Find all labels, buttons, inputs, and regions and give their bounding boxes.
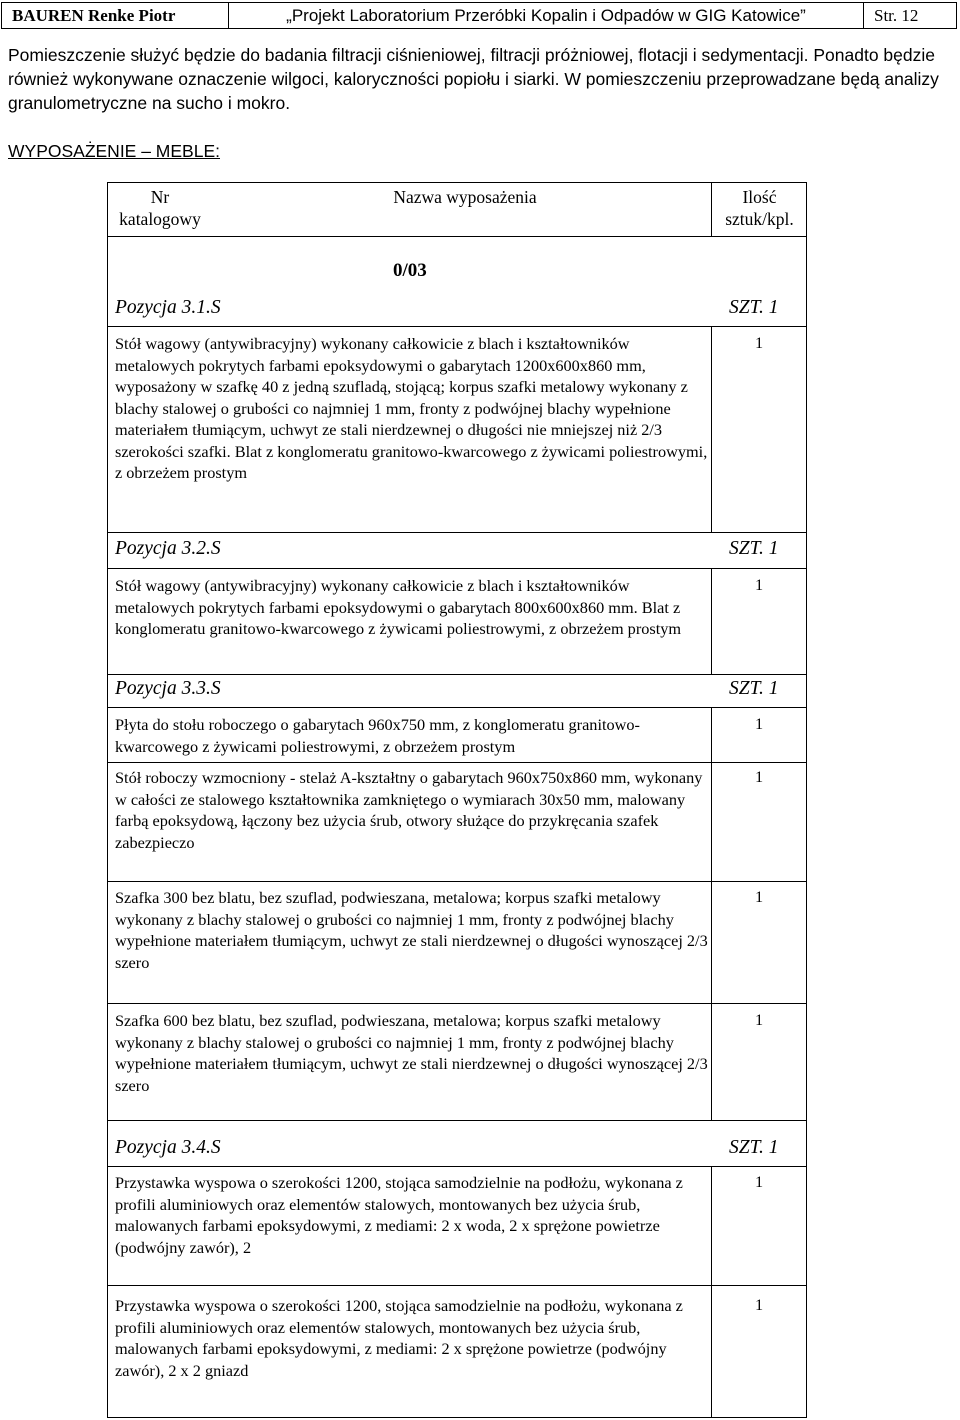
item-description: Płyta do stołu roboczego o gabarytach 960x750 mm, z konglomeratu granitowo-kwarcowego z żywicami poliestrowymi, z obrzeżem prostym <box>115 715 640 756</box>
col-header-qty <box>712 186 807 230</box>
qty-divider <box>711 568 712 674</box>
position-title: Pozycja 3.3.S <box>115 678 221 699</box>
item-description: Szafka 300 bez blatu, bez szuflad, podwieszana, metalowa; korpus szafki metalowy wykonany z blachy stalowej o grubości co najmniej 1 mm, fronty z podwójnej blachy wypełnione materiałem tłumiącym, uchwyt ze stali nierdzewnej o długości wynoszącej 2/3 szero <box>115 888 708 972</box>
row-rule <box>107 1120 807 1121</box>
table-header-rule-qty <box>711 236 807 237</box>
header-author: BAUREN Renke Piotr <box>2 3 229 29</box>
row-rule <box>107 674 807 675</box>
room-code: 0/03 <box>393 260 427 281</box>
position-rule <box>107 707 807 708</box>
position-title: Pozycja 3.1.S <box>115 297 221 318</box>
qty-divider <box>711 1166 712 1418</box>
item-quantity: 1 <box>755 1010 764 1029</box>
position-szt: SZT. 1 <box>729 297 779 318</box>
position-rule <box>107 568 807 569</box>
position-rule <box>107 326 807 327</box>
item-description: Stół wagowy (antywibracyjny) wykonany całkowicie z blach i kształtowników metalowych pokrytych farbami epoksydowymi o gabarytach 800x600x860 mm. Blat z konglomeratu granitowo-kwarcowego z żywicami poliestrowymi, z obrzeżem prostym <box>115 576 682 638</box>
table-header-rule <box>107 236 711 237</box>
row-rule <box>107 532 807 533</box>
section-title: WYPOSAŻENIE – MEBLE: <box>8 141 220 161</box>
col-header-name: Nazwa wyposażenia <box>393 187 537 207</box>
item-quantity: 1 <box>755 333 764 352</box>
item-quantity: 1 <box>755 575 764 594</box>
col-header-qty-line1: Ilość <box>742 187 777 207</box>
header-page-number: Str. 12 <box>864 3 957 29</box>
position-szt: SZT. 1 <box>729 538 779 559</box>
intro-paragraph: Pomieszczenie służyć będzie do badania filtracji ciśnieniowej, filtracji próżniowej, flotacji i sedymentacji. Ponadto będzie również wykonywane oznaczenie wilgoci, kaloryczności popiołu i siarki. W pomieszczeniu przeprowadzane będą analizy granulometryczne na sucho i mokro. <box>8 45 939 113</box>
qty-divider <box>711 326 712 532</box>
row-rule <box>107 762 807 763</box>
item-description: Przystawka wyspowa o szerokości 1200, stojąca samodzielnie na podłożu, wykonana z profili aluminiowych oraz elementów stalowych, montowanych bez użycia śrub, malowanych farbami epoksydowymi, z mediami: 2 x woda, 2 x sprężone powietrze (podwójny zawór), 2 <box>115 1173 683 1257</box>
item-quantity: 1 <box>755 887 764 906</box>
header-project: „Projekt Laboratorium Przeróbki Kopalin i Odpadów w GIG Katowice” <box>229 3 864 29</box>
position-rule <box>107 1166 807 1167</box>
item-quantity: 1 <box>755 1295 764 1314</box>
row-rule <box>107 1285 807 1286</box>
col-header-qty-line2: sztuk/kpl. <box>725 209 794 229</box>
item-description: Stół wagowy (antywibracyjny) wykonany całkowicie z blach i kształtowników metalowych pokrytych farbami epoksydowymi o gabarytach 1200x600x860 mm, wyposażony w szafkę 40 z jedną szufladą, stojącą; korpus szafki metalowy wykonany z blachy stalowej o grubości co najmniej 1 mm, fronty z podwójnej blachy wypełnione materiałem tłumiącym, uchwyt ze stali nierdzewnej o długości nie mniejszej niż 2/3 szerokości szafki. Blat z konglomeratu granitowo-kwarcowego z żywicami poliestrowymi, z obrzeżem prostym <box>115 334 708 482</box>
item-description: Przystawka wyspowa o szerokości 1200, stojąca samodzielnie na podłożu, wykonana z profili aluminiowych oraz elementów stalowych, montowanych bez użycia śrub, malowanych farbami epoksydowymi, z mediami: 2 x sprężone powietrze (podwójny zawór), 2 x 2 gniazd <box>115 1296 683 1380</box>
item-quantity: 1 <box>755 767 764 786</box>
item-description: Szafka 600 bez blatu, bez szuflad, podwieszana, metalowa; korpus szafki metalowy wykonany z blachy stalowej o grubości co najmniej 1 mm, fronty z podwójnej blachy wypełnione materiałem tłumiącym, uchwyt ze stali nierdzewnej o długości wynoszącej 2/3 szero <box>115 1011 708 1095</box>
position-szt: SZT. 1 <box>729 1137 779 1158</box>
col-header-nr-line1: Nr <box>150 187 170 207</box>
row-rule <box>107 881 807 882</box>
item-quantity: 1 <box>755 714 764 733</box>
col-header-nr-line2: katalogowy <box>119 209 201 229</box>
row-rule <box>107 1003 807 1004</box>
item-description: Stół roboczy wzmocniony - stelaż A-kształtny o gabarytach 960x750x860 mm, wykonany w całości ze stalowego kształtownika zamkniętego o wymiarach 30x50 mm, malowany farbą epoksydową, łączony bez użycia śrub, otwory służące do przykręcania szafek zabezpiecz​o <box>115 768 703 852</box>
position-szt: SZT. 1 <box>729 678 779 699</box>
col-header-nr <box>108 186 212 230</box>
qty-divider <box>711 707 712 1120</box>
item-quantity: 1 <box>755 1172 764 1191</box>
page-header <box>1 2 957 29</box>
position-title: Pozycja 3.4.S <box>115 1137 221 1158</box>
position-title: Pozycja 3.2.S <box>115 538 221 559</box>
